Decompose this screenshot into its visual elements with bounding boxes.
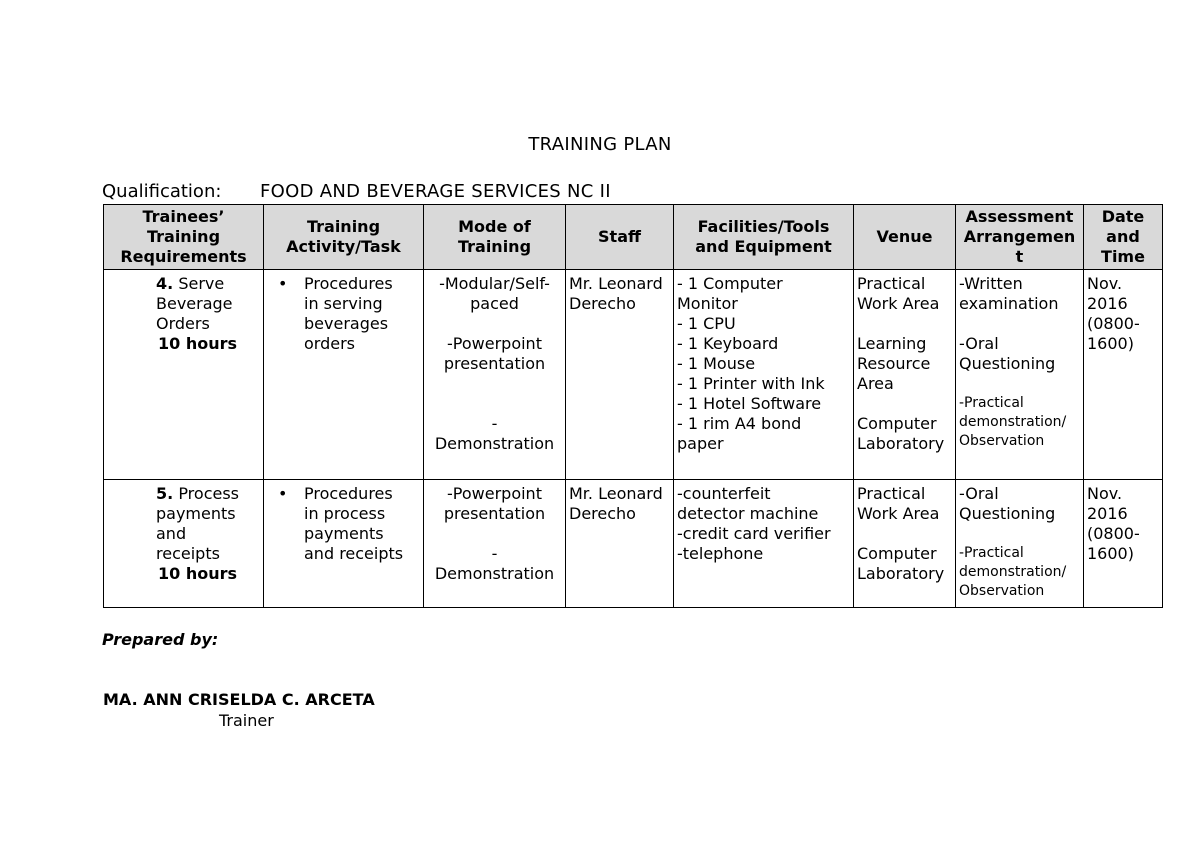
mode-cell: -Modular/Self- paced -Powerpoint presentation - Demonstration [424,270,566,480]
header-row [104,205,1163,270]
requirement-cell: 4. Serve Beverage Orders 10 hours [104,270,264,480]
header-assessment: Assessment Arrangemen t [956,205,1084,270]
header-venue: Venue [854,205,956,270]
date-cell: Nov. 2016 (0800- 1600) [1084,270,1163,480]
staff-cell: Mr. Leonard Derecho [566,270,674,480]
header-mode-of-training: Mode of Training [424,205,566,270]
assessment-cell: -Oral Questioning -Practical demonstration/ Observation [956,480,1084,608]
qualification-label: Qualification: [102,181,222,202]
facilities-cell: - 1 Computer Monitor - 1 CPU - 1 Keyboard - 1 Mouse - 1 Printer with Ink - 1 Hotel Software - 1 rim A4 bond paper [674,270,854,480]
header-facilities: Facilities/Tools and Equipment [674,205,854,270]
date-cell: Nov. 2016 (0800- 1600) [1084,480,1163,608]
bullet-icon: • [278,484,288,503]
header-training-activity: Training Activity/Task [264,205,424,270]
prepared-by-label: Prepared by: [102,630,219,649]
table-row [104,480,1163,608]
header-staff: Staff [566,205,674,270]
header-trainees-requirements: Trainees’ Training Requirements [104,205,264,270]
page-title: TRAINING PLAN [528,134,672,155]
assessment-cell: -Written examination -Oral Questioning -Practical demonstration/ Observation [956,270,1084,480]
venue-cell: Practical Work Area Computer Laboratory [854,480,956,608]
staff-cell: Mr. Leonard Derecho [566,480,674,608]
facilities-cell: -counterfeit detector machine -credit card verifier -telephone [674,480,854,608]
table-row [104,270,1163,480]
qualification-value: FOOD AND BEVERAGE SERVICES NC II [260,181,611,202]
activity-cell: • Procedures in process payments and receipts [264,480,424,608]
header-date-time: Date and Time [1084,205,1163,270]
signer-role: Trainer [219,711,274,730]
mode-cell: -Powerpoint presentation - Demonstration [424,480,566,608]
qualification-line [102,181,611,202]
activity-cell: • Procedures in serving beverages orders [264,270,424,480]
training-plan-table [103,204,1163,608]
requirement-cell: 5. Process payments and receipts 10 hours [104,480,264,608]
bullet-icon: • [278,274,288,293]
venue-cell: Practical Work Area Learning Resource Area Computer Laboratory [854,270,956,480]
signer-name: MA. ANN CRISELDA C. ARCETA [103,690,375,709]
